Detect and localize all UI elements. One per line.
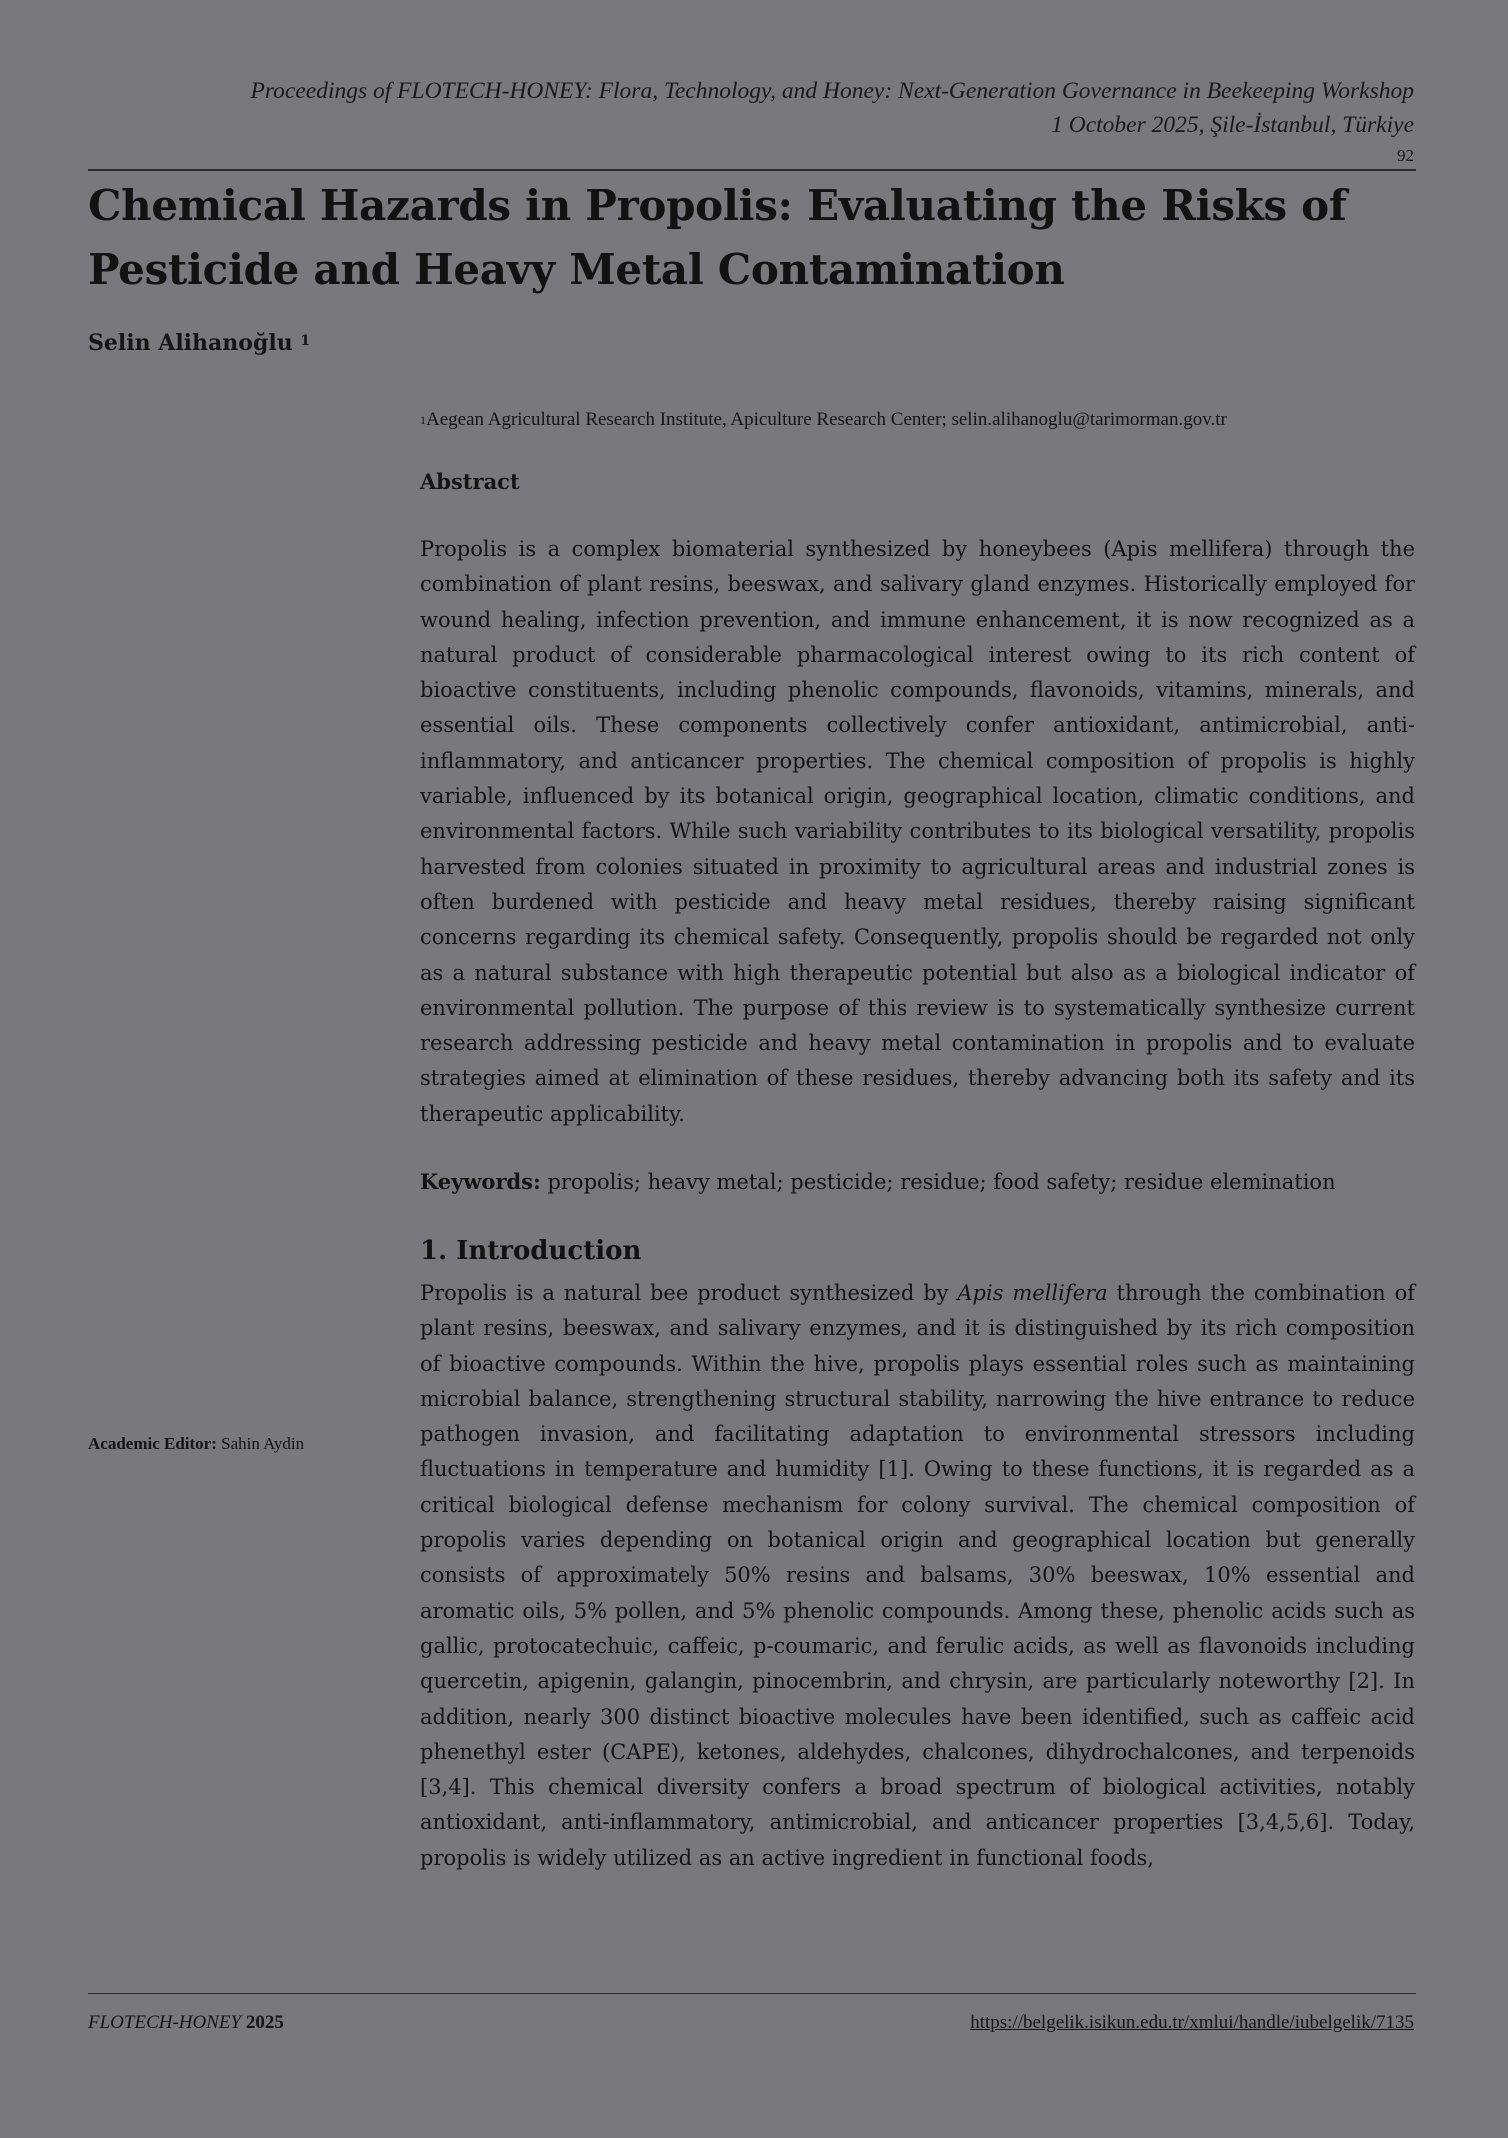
abstract-heading: Abstract [420,469,520,494]
keywords-list: propolis; heavy metal; pesticide; residue; food safety; residue elemination [547,1170,1336,1194]
article-title: Chemical Hazards in Propolis: Evaluating the Risks of Pesticide and Heavy Metal Contamination [88,181,1347,294]
affiliation-marker: 1 [420,413,426,427]
abstract-text: Propolis is a complex biomaterial synthesized by honeybees (Apis mellifera) through the combination of plant resins, beeswax, and salivary gland enzymes. Historically employed for wound healing, infection prevention, and immune enhancement, it is now recognized as a natural product of considerable pharmacological interest owing to its rich content of bioactive constituents, including phenolic compounds, flavonoids, vitamins, minerals, and essential oils. These components collectively confer antioxidant, antimicrobial, anti-inflammatory, and anticancer properties. The chemical composition of propolis is highly variable, influenced by its botanical origin, geographical location, climatic conditions, and environmental factors. While such variability contributes to its biological versatility, propolis harvested from colonies situated in proximity to agricultural areas and industrial zones is often burdened with pesticide and heavy metal residues, thereby raising significant concerns regarding its chemical safety. Consequently, propolis should be regarded not only as a natural substance with high therapeutic potential but also as a biological indicator of environmental pollution. The purpose of this review is to systematically synthesize current research addressing pesticide and heavy metal contamination in propolis and to evaluate strategies aimed at elimination of these residues, thereby advancing both its safety and its therapeutic applicability. [420,537,1415,1126]
footer-journal [88,2010,284,2036]
intro-text-start: Propolis is a natural bee product synthesized by [420,1281,958,1305]
affiliation [420,406,1420,434]
footer-divider [88,1993,1416,1994]
keywords [420,1165,1415,1199]
header-divider [88,169,1416,171]
author-name: Selin Alihanoğlu [88,330,293,356]
footer-journal-name: FLOTECH-HONEY [88,2012,242,2033]
footer-url-link[interactable]: https://belgelik.isikun.edu.tr/xmlui/handle/iubelgelik/7135 [970,2012,1414,2033]
species-name: Apis mellifera [957,1281,1108,1305]
academic-editor-note [88,1432,304,1456]
footer-year: 2025 [245,2012,284,2033]
author-affiliation-marker: 1 [300,333,311,349]
page-number: 92 [1397,146,1414,165]
introduction-text [420,1276,1415,1876]
intro-text-rest: through the combination of plant resins, beeswax, and salivary enzymes, and it is distinguished by its rich composition of bioactive compounds. Within the hive, propolis plays essential roles such as maintaining microbial balance, strengthening structural stability, narrowing the hive entrance to reduce pathogen invasion, and facilitating adaptation to environmental stressors including fluctuations in temperature and humidity [1]. Owing to these functions, it is regarded as a critical biological defense mechanism for colony survival. The chemical composition of propolis varies depending on botanical origin and geographical location but generally consists of approximately 50% resins and balsams, 30% beeswax, 10% essential and aromatic oils, 5% pollen, and 5% phenolic compounds. Among these, phenolic acids such as gallic, protocatechuic, caffeic, p-coumaric, and ferulic acids, as well as flavonoids including quercetin, apigenin, galangin, pinocembrin, and chrysin, are particularly noteworthy [2]. In addition, nearly 300 distinct bioactive molecules have been identified, such as caffeic acid phenethyl ester (CAPE), ketones, aldehydes, chalcones, dihydrochalcones, and terpenoids [3,4]. This chemical diversity confers a broad spectrum of biological activities, notably antioxidant, anti-inflammatory, antimicrobial, and anticancer properties [3,4,5,6]. Today, propolis is widely utilized as an active ingredient in functional foods, [420,1281,1415,1870]
author-line [88,326,310,360]
editor-label: Academic Editor: [88,1434,217,1453]
introduction-heading: 1. Introduction [420,1236,642,1266]
date-location: 1 October 2025, Şile-İstanbul, Türkiye [1051,112,1414,138]
affiliation-text: Aegean Agricultural Research Institute, Apiculture Research Center; selin.alihanoglu@tarimorman.gov.tr [426,409,1227,430]
editor-name: Sahin Aydin [221,1434,305,1453]
proceedings-header: Proceedings of FLOTECH-HONEY: Flora, Technology, and Honey: Next-Generation Governance in Beekeeping Workshop [250,78,1414,104]
keywords-label: Keywords: [420,1169,541,1194]
